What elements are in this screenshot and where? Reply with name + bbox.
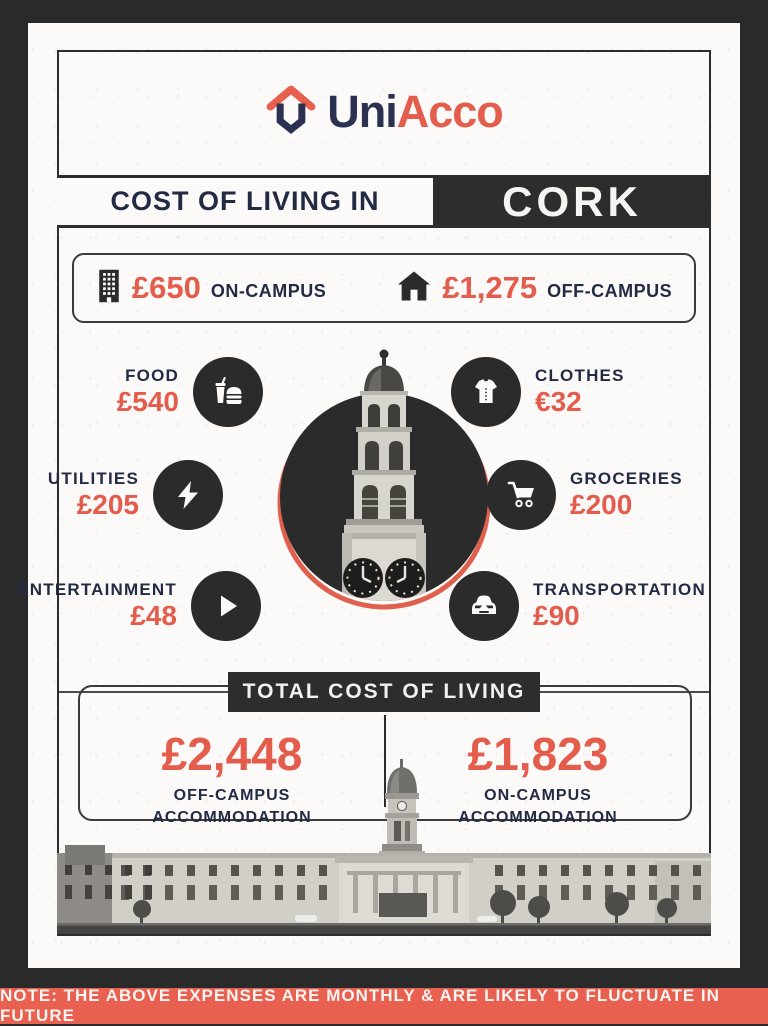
transportation-label: TRANSPORTATION — [533, 580, 706, 600]
car-icon — [449, 571, 519, 641]
entertainment-label: ENTERTAINMENT — [17, 580, 177, 600]
footer-note-band — [0, 988, 768, 1024]
food-value: £540 — [116, 385, 179, 417]
tshirt-icon — [451, 357, 521, 427]
groceries-value: £200 — [570, 488, 633, 520]
on-campus-label: ON-CAMPUS — [210, 280, 327, 301]
total-on-campus-label: ON-CAMPUS ACCOMMODATION — [458, 787, 618, 826]
clothes-label: CLOTHES — [535, 366, 625, 386]
total-on-campus-value: £1,823 — [467, 728, 609, 780]
expense-item-utilities — [48, 460, 223, 530]
off-campus-value: £1,275 — [442, 270, 538, 305]
clothes-value: €32 — [535, 385, 582, 417]
food-label: FOOD — [125, 366, 179, 386]
building-icon — [96, 268, 122, 309]
brand-logo — [28, 75, 740, 149]
footer-note-text: NOTE: THE ABOVE EXPENSES ARE MONTHLY & ARE LIKELY TO FLUCTUATE IN FUTURE — [0, 986, 720, 1025]
total-heading: TOTAL COST OF LIVING — [242, 680, 526, 703]
accommodation-costs-box — [72, 253, 696, 323]
expense-item-transportation — [449, 571, 706, 641]
brand-name-primary: Uni — [327, 86, 397, 137]
off-campus-cost — [396, 270, 672, 307]
utilities-value: £205 — [76, 488, 139, 520]
utilities-label: UTILITIES — [47, 469, 139, 489]
city-name: CORK — [502, 177, 642, 225]
expense-item-food — [117, 357, 263, 427]
city-hall-photo — [57, 753, 711, 934]
play-icon — [191, 571, 261, 641]
house-logo-icon — [265, 84, 317, 141]
expense-item-groceries — [486, 460, 683, 530]
lightning-bolt-icon — [153, 460, 223, 530]
groceries-label: GROCERIES — [570, 469, 683, 489]
title-prefix: COST OF LIVING IN — [110, 186, 380, 216]
title-banner — [57, 175, 711, 228]
total-off-campus-value: £2,448 — [161, 728, 303, 780]
transportation-value: £90 — [533, 599, 580, 631]
shopping-cart-icon — [486, 460, 556, 530]
total-heading-banner — [228, 672, 540, 712]
brand-name-secondary: Acco — [396, 86, 503, 137]
title-prefix-box — [57, 178, 433, 225]
paper-card — [17, 23, 740, 968]
entertainment-value: £48 — [130, 599, 177, 631]
house-icon — [396, 270, 432, 307]
on-campus-cost — [96, 268, 326, 309]
fast-food-icon — [193, 357, 263, 427]
off-campus-label: OFF-CAMPUS — [547, 280, 673, 301]
total-off-campus-label: OFF-CAMPUS ACCOMMODATION — [152, 787, 312, 826]
city-box — [433, 178, 711, 225]
expense-item-entertainment — [17, 571, 261, 641]
brand-name — [327, 86, 503, 138]
on-campus-value: £650 — [131, 270, 201, 305]
expense-item-clothes — [451, 357, 625, 427]
